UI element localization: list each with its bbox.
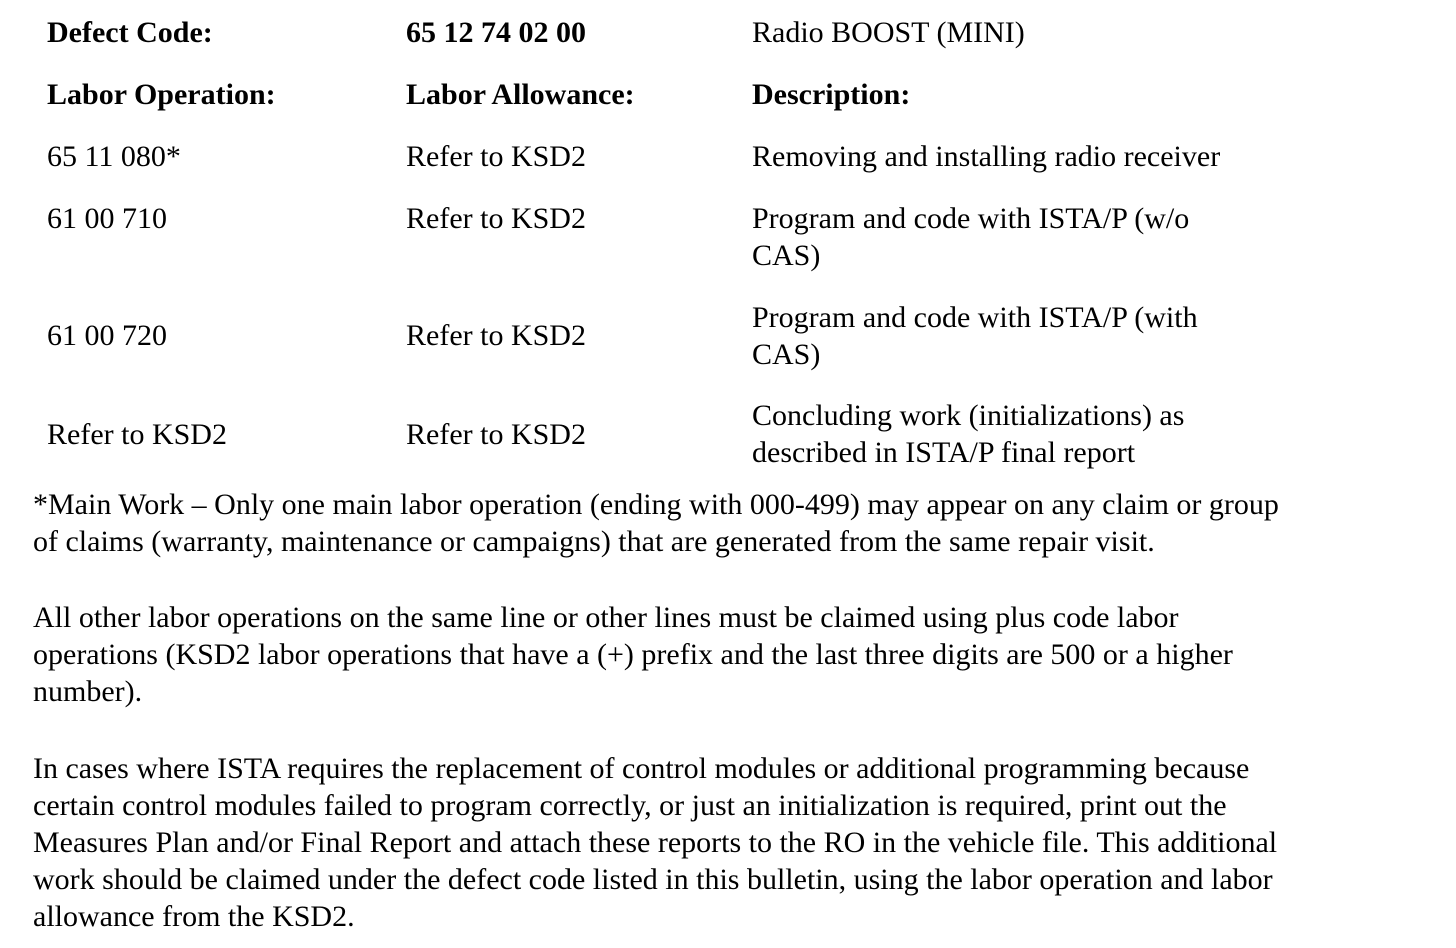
- ista-line-2: certain control modules failed to program correctly, or just an initialization is required, print out the: [33, 789, 1227, 822]
- row-3-description-line-1: Program and code with ISTA/P (with: [752, 301, 1198, 334]
- row-4-description-line-1: Concluding work (initializations) as: [752, 399, 1185, 432]
- plus-code-note: [33, 599, 1433, 710]
- main-work-line-2: of claims (warranty, maintenance or campaigns) that are generated from the same repair visit.: [33, 525, 1155, 558]
- main-work-line-1: *Main Work – Only one main labor operation (ending with 000-499) may appear on any claim or group: [33, 488, 1279, 521]
- header-labor-allowance: Labor Allowance:: [406, 78, 635, 111]
- ista-line-3: Measures Plan and/or Final Report and attach these reports to the RO in the vehicle file. This additional: [33, 826, 1278, 859]
- row-3-allowance: Refer to KSD2: [406, 319, 586, 352]
- row-2-description-line-2: CAS): [752, 239, 821, 272]
- row-4-description-line-2: described in ISTA/P final report: [752, 436, 1136, 469]
- ista-line-5: allowance from the KSD2.: [33, 900, 355, 933]
- row-3-description-line-2: CAS): [752, 338, 821, 371]
- row-4-allowance: Refer to KSD2: [406, 418, 586, 451]
- row-1-description: Removing and installing radio receiver: [752, 140, 1221, 173]
- header-labor-operation: Labor Operation:: [47, 78, 276, 111]
- row-1-allowance: Refer to KSD2: [406, 140, 586, 173]
- row-2-operation: 61 00 710: [47, 202, 167, 235]
- ista-line-1: In cases where ISTA requires the replacement of control modules or additional programming because: [33, 752, 1250, 785]
- ista-line-4: work should be claimed under the defect code listed in this bulletin, using the labor operation and labor: [33, 863, 1273, 896]
- plus-code-line-3: number).: [33, 675, 143, 708]
- row-3-operation: 61 00 720: [47, 319, 167, 352]
- main-work-note: [33, 486, 1433, 560]
- row-1-operation: 65 11 080*: [47, 140, 181, 173]
- defect-description: Radio BOOST (MINI): [752, 16, 1025, 49]
- ista-note: [33, 750, 1433, 935]
- plus-code-line-2: operations (KSD2 labor operations that have a (+) prefix and the last three digits are 500 or a higher: [33, 638, 1233, 671]
- header-description: Description:: [752, 78, 911, 111]
- defect-code-label: Defect Code:: [47, 16, 213, 49]
- row-4-operation: Refer to KSD2: [47, 418, 227, 451]
- row-2-description-line-1: Program and code with ISTA/P (w/o: [752, 202, 1190, 235]
- row-2-allowance: Refer to KSD2: [406, 202, 586, 235]
- plus-code-line-1: All other labor operations on the same line or other lines must be claimed using plus code labor: [33, 601, 1179, 634]
- defect-code-value: 65 12 74 02 00: [406, 16, 586, 49]
